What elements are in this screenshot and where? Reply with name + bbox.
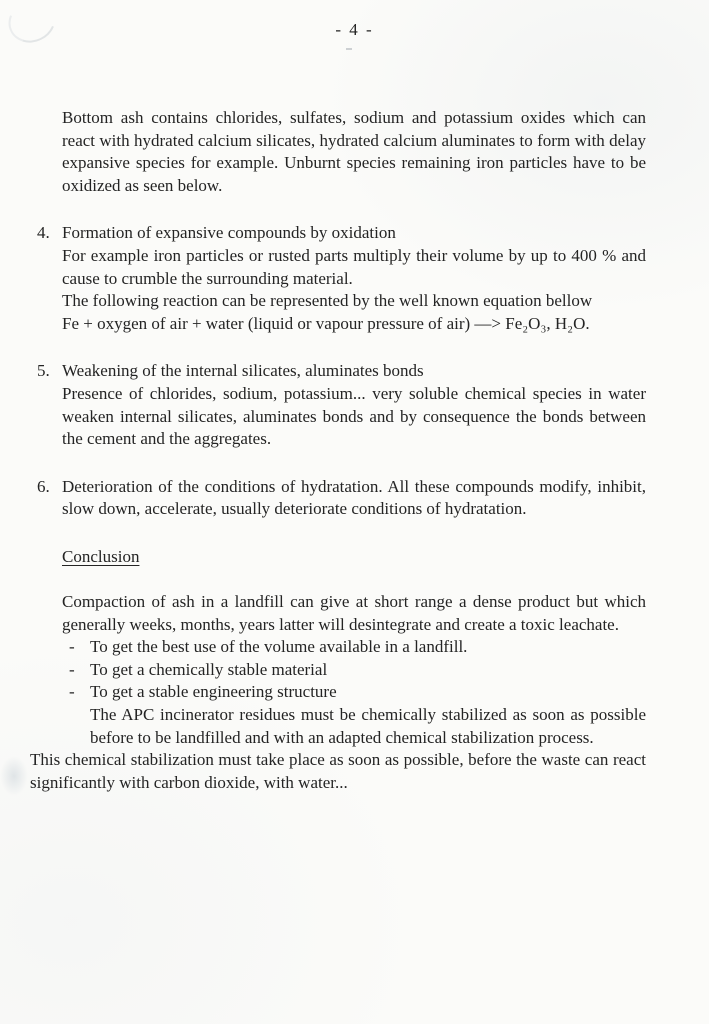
bullet-item <box>62 636 646 659</box>
item-paragraph: For example iron particles or rusted parts multiply their volume by up to 400 % and cause to crumble the surrounding material. <box>62 245 646 288</box>
conclusion-heading: Conclusion <box>62 546 140 566</box>
intro-paragraph: Bottom ash contains chlorides, sulfates, sodium and potassium oxides which can react with hydrated calcium silicates, hydrated calcium aluminates to form with delay expansive species for example. Unburnt species remaining iron particles have to be oxidized as seen below. <box>62 108 646 195</box>
item-line: The following reaction can be represented by the well known equation bellow <box>62 291 593 311</box>
bullet-text: To get a chemically stable material <box>90 659 328 679</box>
chemical-equation: Fe + oxygen of air + water (liquid or vapour pressure of air) —> Fe₂O₃, H₂O. <box>62 313 590 333</box>
conclusion-paragraph: Compaction of ash in a landfill can give at short range a dense product but which generally weeks, months, years latter will desintegrate and create a toxic leachate. <box>62 592 646 634</box>
bullet-marker: - <box>69 659 75 679</box>
item-number: 5. <box>37 361 50 381</box>
numbered-item-5 <box>37 360 646 450</box>
item-title: Weakening of the internal silicates, aluminates bonds <box>62 361 424 381</box>
bullet-marker: - <box>69 682 75 702</box>
page-content <box>30 107 646 794</box>
bullet-text: To get the best use of the volume available in a landfill. <box>90 637 468 657</box>
scan-artifact-left-edge <box>0 756 28 796</box>
scan-artifact-tick <box>346 48 352 50</box>
bullet-text: To get a stable engineering structure <box>90 682 337 702</box>
bullet-item <box>62 659 646 682</box>
bullet-marker: - <box>69 637 75 657</box>
item-paragraph: Deterioration of the conditions of hydratation. All these compounds modify, inhibit, slow down, accelerate, usually deteriorate conditions of hydratation. <box>62 476 646 519</box>
item-body <box>62 476 646 521</box>
item-paragraph: Presence of chlorides, sodium, potassium... very soluble chemical species in water weaken internal silicates, aluminates bonds and by consequence the bonds between the cement and the aggregates. <box>62 383 646 449</box>
item-body <box>62 222 646 335</box>
numbered-item-6 <box>37 476 646 521</box>
closing-paragraph: This chemical stabilization must take place as soon as possible, before the waste can react significantly with carbon dioxide, with water... <box>30 750 646 792</box>
item-number: 4. <box>37 223 50 243</box>
item-number: 6. <box>37 476 50 496</box>
bullet-item <box>62 681 646 704</box>
indented-paragraph: The APC incinerator residues must be chemically stabilized as soon as possible before to be landfilled and with an adapted chemical stabilization process. <box>90 705 646 747</box>
numbered-item-4 <box>37 222 646 335</box>
item-body <box>62 360 646 450</box>
item-title: Formation of expansive compounds by oxidation <box>62 223 396 243</box>
page-number: - 4 - <box>335 20 374 39</box>
